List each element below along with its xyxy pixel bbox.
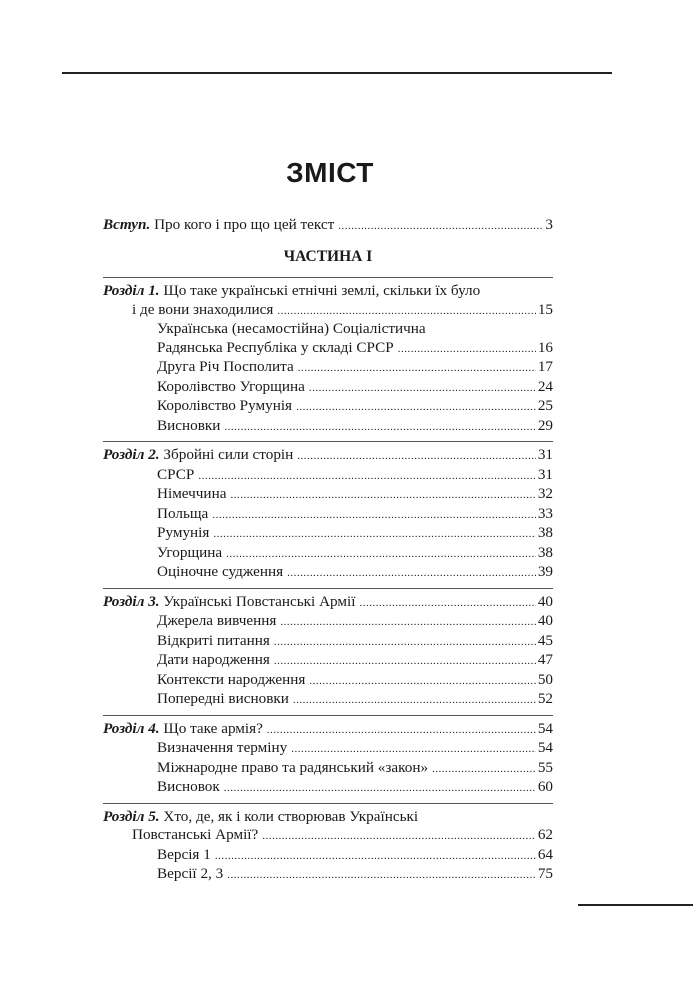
section-title-line: Друга Річ Посполита <box>157 358 294 375</box>
chapter-divider <box>103 715 553 716</box>
dot-leader <box>224 779 536 798</box>
dot-leader <box>338 217 543 236</box>
dot-leader <box>398 340 536 359</box>
section-page-number: 64 <box>537 845 553 863</box>
dot-leader <box>274 652 536 671</box>
section-title-line: Версії 2, 3 <box>157 865 224 882</box>
section-page-number: 54 <box>537 739 553 756</box>
dot-leader <box>267 721 536 740</box>
section-title-line: Відкриті питання <box>157 631 270 649</box>
section-page-number: 52 <box>537 690 553 707</box>
section-title-line: СРСР <box>157 465 195 483</box>
section-page-number: 40 <box>537 612 553 629</box>
toc-section-entry[interactable] <box>103 632 553 652</box>
section-title-line: Радянська Республіка у складі СРСР <box>157 338 394 356</box>
section-title-line: Польща <box>157 504 209 522</box>
chapter-title-line: і де вони знаходилися <box>132 300 274 318</box>
dot-leader <box>291 740 536 759</box>
chapters-list <box>103 277 553 885</box>
intro-text: Про кого і про що цей текст <box>154 216 335 233</box>
toc-chapter-entry[interactable] <box>103 720 553 740</box>
chapter-page-number: 31 <box>537 446 553 463</box>
section-title-line: Королівство Угорщина <box>157 377 305 395</box>
toc-section-entry[interactable] <box>103 397 553 417</box>
toc-section-entry[interactable] <box>103 778 553 798</box>
section-title-line: Контексти народження <box>157 670 306 688</box>
section-page-number: 25 <box>537 397 553 414</box>
section-title-line: Визначення терміну <box>157 739 288 756</box>
top-rule <box>62 72 612 74</box>
dot-leader <box>293 691 536 710</box>
chapter-title-line: Збройні сили сторін <box>163 446 294 463</box>
toc-chapter-entry[interactable] <box>103 593 553 613</box>
section-title-line: Українська (несамостійна) Соціалістична <box>157 320 426 337</box>
section-title-line: Попередні висновки <box>157 690 289 707</box>
toc-section-entry[interactable] <box>103 505 553 525</box>
dot-leader <box>274 633 536 652</box>
toc-section-entry[interactable] <box>103 612 553 632</box>
dot-leader <box>297 447 536 466</box>
page-title: ЗМІСТ <box>286 157 374 188</box>
section-page-number: 50 <box>537 670 553 688</box>
section-title-line: Румунія <box>157 524 210 541</box>
toc-section-entry[interactable] <box>103 320 553 358</box>
dot-leader <box>230 486 535 505</box>
section-title-line: Королівство Румунія <box>157 397 293 414</box>
chapter-label: Розділ 4. <box>103 719 160 737</box>
section-page-number: 29 <box>537 416 553 434</box>
section-page-number: 60 <box>537 778 553 795</box>
dot-leader <box>198 467 535 486</box>
section-title-line: Версія 1 <box>157 845 211 863</box>
section-title-line: Дати народження <box>157 651 270 668</box>
chapter-label: Розділ 5. <box>103 807 160 825</box>
table-of-contents <box>103 216 553 885</box>
toc-intro-entry[interactable] <box>103 216 553 236</box>
toc-section-entry[interactable] <box>103 466 553 486</box>
intro-label: Вступ. <box>103 216 151 233</box>
section-page-number: 47 <box>537 651 553 668</box>
toc-chapter-entry[interactable] <box>103 808 553 846</box>
dot-leader <box>298 359 536 378</box>
chapter-title-line: Хто, де, як і коли створював Українські <box>163 807 419 825</box>
dot-leader <box>309 379 536 398</box>
section-title-line: Висновки <box>157 416 221 434</box>
chapter-page-number: 40 <box>537 592 553 610</box>
section-page-number: 38 <box>537 524 553 541</box>
dot-leader <box>226 545 536 564</box>
toc-section-entry[interactable] <box>103 563 553 583</box>
toc-section-entry[interactable] <box>103 358 553 378</box>
chapter-page-number: 54 <box>537 719 553 737</box>
section-page-number: 16 <box>537 338 553 356</box>
chapter-page-number: 62 <box>537 826 553 843</box>
toc-chapter-entry[interactable] <box>103 446 553 466</box>
chapter-label: Розділ 3. <box>103 592 160 610</box>
toc-section-entry[interactable] <box>103 846 553 866</box>
toc-section-entry[interactable] <box>103 690 553 710</box>
section-page-number: 38 <box>537 543 553 561</box>
section-title-line: Висновок <box>157 778 220 795</box>
toc-section-entry[interactable] <box>103 524 553 544</box>
toc-section-entry[interactable] <box>103 378 553 398</box>
section-page-number: 45 <box>537 631 553 649</box>
dot-leader <box>277 302 535 321</box>
dot-leader <box>432 760 536 779</box>
chapter-title-line: Повстанські Армії? <box>132 826 259 843</box>
section-title-line: Угорщина <box>157 543 223 561</box>
toc-section-entry[interactable] <box>103 651 553 671</box>
dot-leader <box>224 418 535 437</box>
toc-chapter-entry[interactable] <box>103 282 553 320</box>
toc-section-entry[interactable] <box>103 759 553 779</box>
dot-leader <box>359 594 535 613</box>
chapter-divider <box>103 441 553 442</box>
toc-section-entry[interactable] <box>103 485 553 505</box>
chapter-divider <box>103 277 553 278</box>
section-page-number: 24 <box>537 377 553 395</box>
section-title-line: Оціночне судження <box>157 563 284 580</box>
chapter-divider <box>103 588 553 589</box>
toc-section-entry[interactable] <box>103 865 553 885</box>
section-page-number: 32 <box>537 485 553 502</box>
toc-section-entry[interactable] <box>103 417 553 437</box>
dot-leader <box>227 866 536 885</box>
chapter-label: Розділ 1. <box>103 282 160 299</box>
chapter-title-line: Українські Повстанські Армії <box>163 592 356 610</box>
section-page-number: 39 <box>537 563 553 580</box>
section-title-line: Міжнародне право та радянський «закон» <box>157 758 429 776</box>
dot-leader <box>296 398 536 417</box>
dot-leader <box>309 672 535 691</box>
bottom-rule <box>578 904 693 906</box>
toc-section-entry[interactable] <box>103 671 553 691</box>
dot-leader <box>287 564 536 583</box>
dot-leader <box>215 847 536 866</box>
part-heading: ЧАСТИНА І <box>283 247 373 265</box>
chapter-page-number: 15 <box>537 300 553 318</box>
toc-section-entry[interactable] <box>103 739 553 759</box>
section-page-number: 75 <box>537 865 553 882</box>
toc-section-entry[interactable] <box>103 544 553 564</box>
section-page-number: 33 <box>537 504 553 522</box>
dot-leader <box>280 613 535 632</box>
chapter-title-line: Що таке українські етнічні землі, скільки їх було <box>163 282 481 299</box>
section-page-number: 17 <box>537 358 553 375</box>
chapter-divider <box>103 803 553 804</box>
section-title-line: Німеччина <box>157 485 227 502</box>
section-page-number: 55 <box>537 758 553 776</box>
dot-leader <box>213 525 535 544</box>
section-page-number: 31 <box>537 465 553 483</box>
intro-page: 3 <box>545 216 553 233</box>
chapter-label: Розділ 2. <box>103 446 160 463</box>
chapter-title-line: Що таке армія? <box>163 719 263 737</box>
dot-leader <box>212 506 536 525</box>
section-title-line: Джерела вивчення <box>157 612 277 629</box>
dot-leader <box>262 827 536 846</box>
